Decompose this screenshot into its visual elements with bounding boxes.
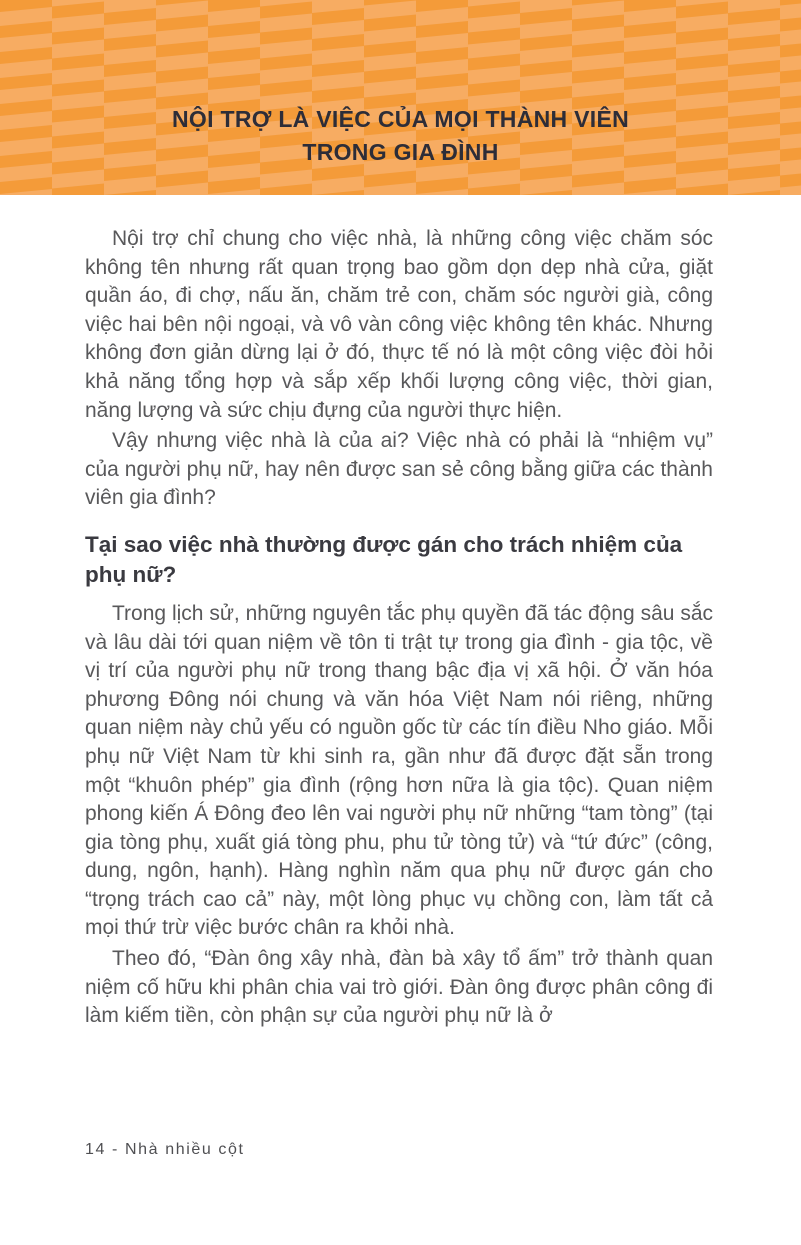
page-title-line-2: TRONG GIA ĐÌNH (302, 139, 499, 165)
page-title-line-1: NỘI TRỢ LÀ VIỆC CỦA MỌI THÀNH VIÊN (171, 106, 630, 132)
body-text (85, 195, 713, 1031)
page-title (0, 103, 801, 169)
page-number-footer: 14 - Nhà nhiều cột (85, 1141, 245, 1158)
paragraph-3: Trong lịch sử, những nguyên tắc phụ quyền đã tác động sâu sắc và lâu dài tới quan niệm về tôn ti trật tự trong gia đình - gia tộc, về vị trí của người phụ nữ trong thang bậc địa vị xã hội. Ở văn hóa phương Đông nói chung và văn hóa Việt Nam nói riêng, những quan niệm này chủ yếu có nguồn gốc từ các tín điều Nho giáo. Mỗi phụ nữ Việt Nam từ khi sinh ra, gần như đã được đặt sẵn trong một “khuôn phép” gia đình (rộng hơn nữa là gia tộc). Quan niệm phong kiến Á Đông đeo lên vai người phụ nữ những “tam tòng” (tại gia tòng phụ, xuất giá tòng phu, phu tử tòng tử) và “tứ đức” (công, dung, ngôn, hạnh). Hàng nghìn năm qua phụ nữ được gán cho “trọng trách cao cả” này, một lòng phục vụ chồng con, làm tất cả mọi thứ trừ việc bước chân ra khỏi nhà. (85, 601, 713, 940)
paragraph-1: Nội trợ chỉ chung cho việc nhà, là những công việc chăm sóc không tên nhưng rất quan trọng bao gồm dọn dẹp nhà cửa, giặt quần áo, đi chợ, nấu ăn, chăm trẻ con, chăm sóc người già, công việc hai bên nội ngoại, và vô vàn công việc không tên khác. Nhưng không đơn giản dừng lại ở đó, thực tế nó là một công việc đòi hỏi khả năng tổng hợp và sắp xếp khối lượng công việc, thời gian, năng lượng và sức chịu đựng của người thực hiện. (85, 227, 713, 422)
paragraph-4: Theo đó, “Đàn ông xây nhà, đàn bà xây tổ ấm” trở thành quan niệm cố hữu khi phân chia vai trò giới. Đàn ông được phân công đi làm kiếm tiền, còn phận sự của người phụ nữ là ở (85, 947, 713, 1028)
paragraph-2: Vậy nhưng việc nhà là của ai? Việc nhà có phải là “nhiệm vụ” của người phụ nữ, hay nên được san sẻ công bằng giữa các thành viên gia đình? (85, 429, 713, 510)
chapter-banner (0, 0, 801, 195)
section-heading: Tại sao việc nhà thường được gán cho trách nhiệm của phụ nữ? (85, 531, 683, 587)
